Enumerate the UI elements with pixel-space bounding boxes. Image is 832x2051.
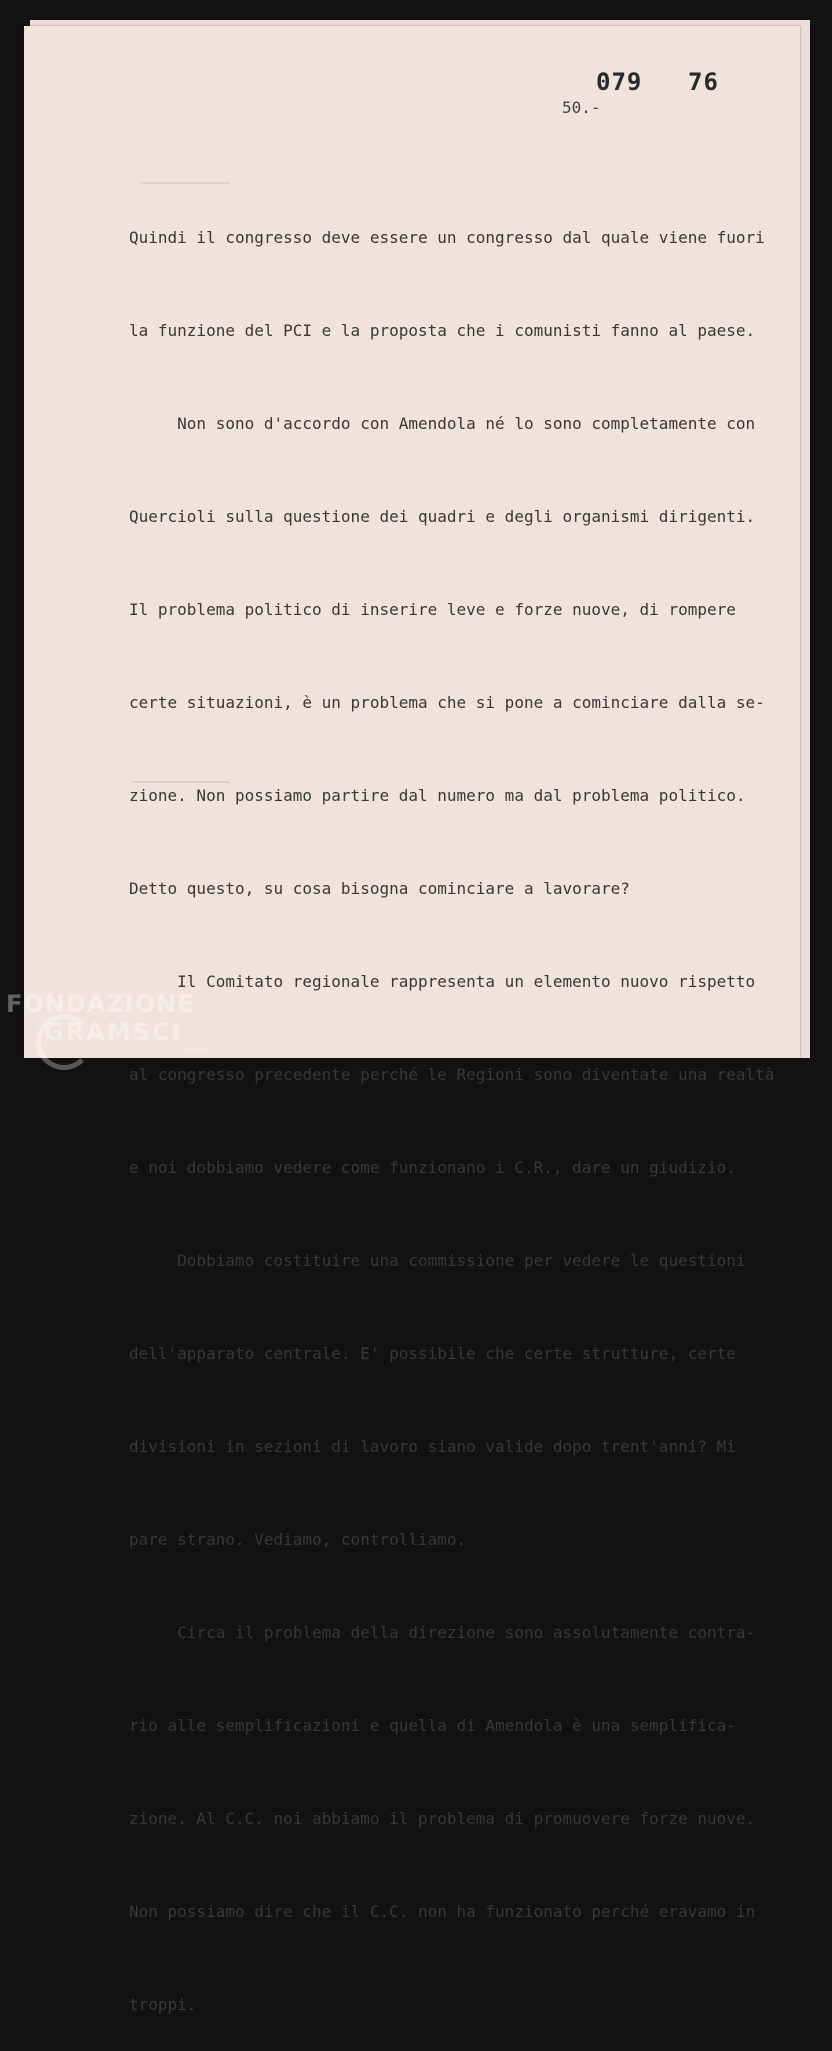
text-line: rio alle semplificazioni e quella di Amendola è una semplifica- (129, 1716, 736, 1735)
text-line: Quindi il congresso deve essere un congresso dal quale viene fuori (129, 228, 765, 247)
text-line: certe situazioni, è un problema che si pone a cominciare dalla se- (129, 693, 765, 712)
text-line: pare strano. Vediamo, controlliamo. (129, 1530, 467, 1549)
watermark-line-3: onlus (182, 1046, 207, 1056)
text-line: Il problema politico di inserire leve e forze nuove, di rompere (129, 600, 736, 619)
text-line: Non sono d'accordo con Amendola né lo sono completamente con (129, 414, 756, 433)
text-line: e noi dobbiamo vedere come funzionano i C.R., dare un giudizio. (129, 1158, 736, 1177)
archive-stamp-number: 079 (596, 68, 643, 96)
typewritten-body (129, 160, 775, 2051)
text-line: Non possiamo dire che il C.C. non ha funzionato perché eravamo in (129, 1902, 756, 1921)
text-line: Dobbiamo costituire una commissione per vedere le questioni (129, 1251, 746, 1270)
text-line: troppi. (129, 1995, 197, 2014)
fondazione-gramsci-watermark (6, 990, 207, 1056)
text-line: Quercioli sulla questione dei quadri e degli organismi dirigenti. (129, 507, 756, 526)
page-number: 50.- (562, 98, 601, 117)
text-line: dell'apparato centrale. E' possibile che certe strutture, certe (129, 1344, 736, 1363)
text-line: divisioni in sezioni di lavoro siano valide dopo trent'anni? Mi (129, 1437, 736, 1456)
archive-stamp-page: 76 (688, 68, 719, 96)
text-line: Circa il problema della direzione sono assolutamente contra- (129, 1623, 756, 1642)
text-line: la funzione del PCI e la proposta che i comunisti fanno al paese. (129, 321, 756, 340)
text-line: zione. Al C.C. noi abbiamo il problema di promuovere forze nuove. (129, 1809, 756, 1828)
text-line: zione. Non possiamo partire dal numero ma dal problema politico. (129, 786, 746, 805)
text-line: Il Comitato regionale rappresenta un elemento nuovo rispetto (129, 972, 756, 991)
text-line: Detto questo, su cosa bisogna cominciare a lavorare? (129, 879, 630, 898)
watermark-line-2: GRAMSCI (44, 1018, 183, 1046)
text-line: al congresso precedente perché le Regioni sono diventate una realtà (129, 1065, 775, 1084)
watermark-line-1: FONDAZIONE (6, 990, 195, 1018)
